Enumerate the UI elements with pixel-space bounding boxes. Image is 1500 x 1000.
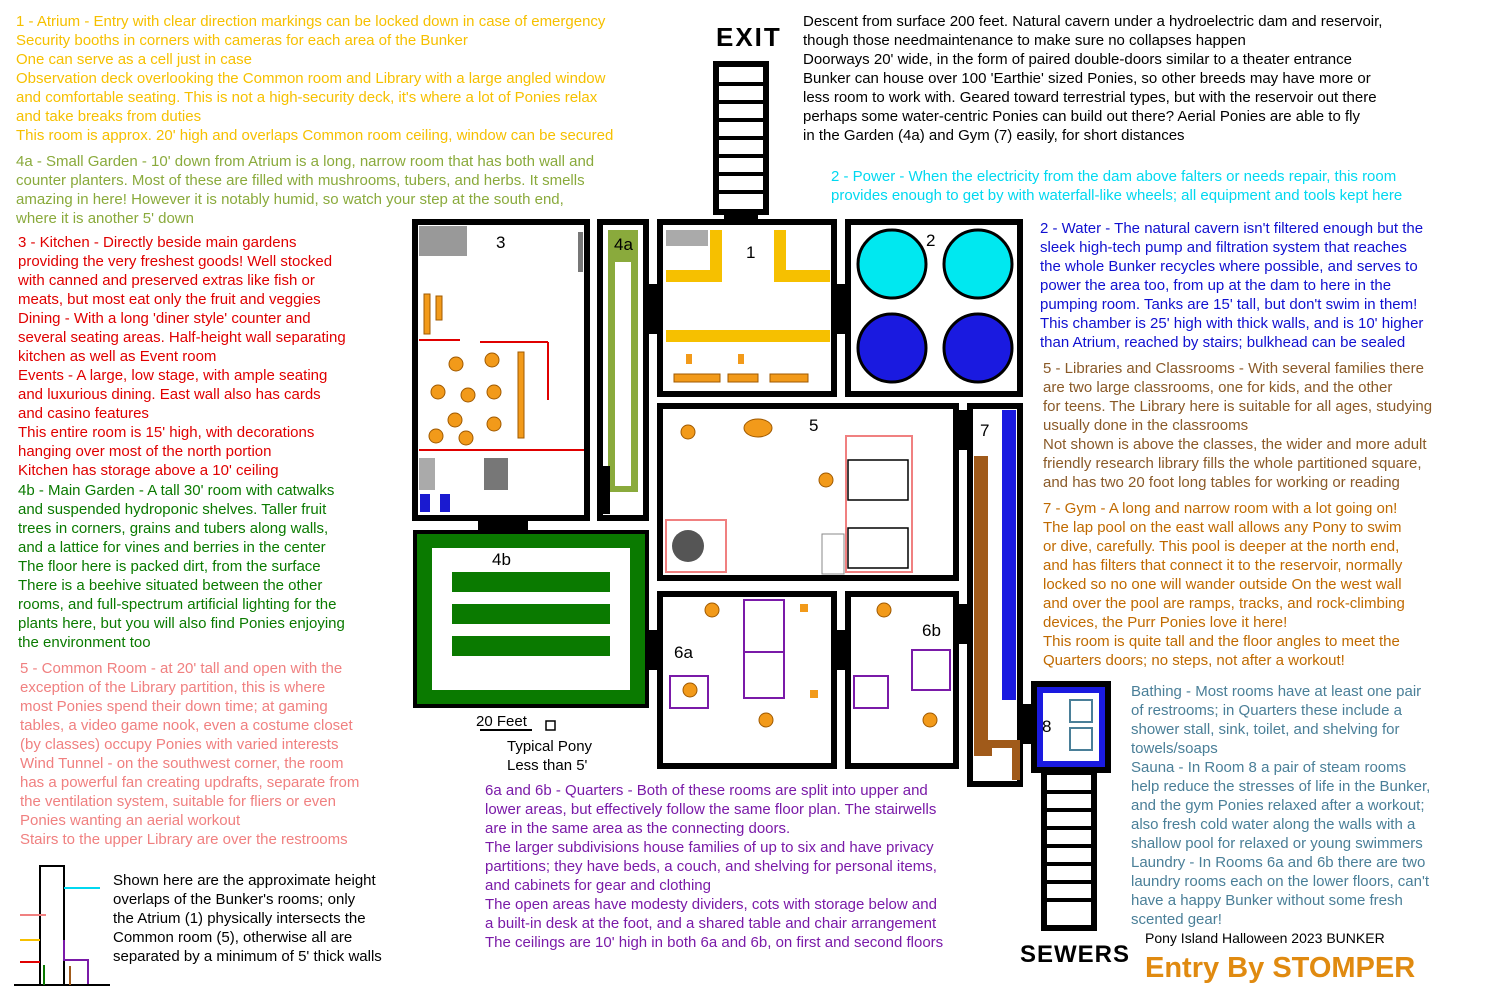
pony-label-line1: Typical Pony xyxy=(507,738,593,755)
room-label-8: 8 xyxy=(1042,717,1052,736)
garden-4b-description: 4b - Main Garden - A tall 30' room with catwalks and suspended hydroponic shelves. Taller fruit trees in corners, grains and tubers along walls, and a lattice for vines and berries in the center The floor here is packed dirt, from the surface There is a beehive situated between the other rooms, and full-spectrum artificial lighting for the plants here, but you will also find Ponies enjoying the environment too xyxy=(18,482,345,651)
gym-description: 7 - Gym - A long and narrow room with a lot going on! The lap pool on the east wall allows any Pony to swim or dive, carefully. This pool is deeper at the north end, and has filters that connect it to the reservoir, normally locked so no one will wander outside On the west wall and over the pool are ramps, tracks, and rock-climbing devices, the Purr Ponies love it here! This room is quite tall and the floor angles to meet the Quarters doors; no steps, not after a workout! xyxy=(1043,500,1405,669)
room-6a-quarters xyxy=(648,594,846,766)
entry-credit: Entry By STOMPER xyxy=(1145,952,1416,984)
power-description: 2 - Power - When the electricity from the dam above falters or needs repair, this room provides enough to get by with waterfall-like wheels; all equipment and tools kept here xyxy=(831,168,1403,204)
room-4a-small-garden xyxy=(600,222,646,518)
room-label-2: 2 xyxy=(926,231,936,250)
room-label-5: 5 xyxy=(809,416,819,435)
common-room-description: 5 - Common Room - at 20' tall and open with the exception of the Library partition, this is where most Ponies spend their down time; at gaming tables, a video game nook, even a costume closet (by classes) occupy Ponies with varied interests Wind Tunnel - on the southwest corner, the room has a powerful fan creating updrafts, separate from the ventilation system, suitable for fliers or even Ponies wanting an aerial workout Stairs to the upper Library are over the restrooms xyxy=(20,660,360,848)
room-label-6b: 6b xyxy=(922,621,941,640)
height-overlap-chart xyxy=(14,866,110,985)
exit-label: EXIT xyxy=(716,22,782,52)
library-description: 5 - Libraries and Classrooms - With several families there are two large classrooms, one for kids, and the other for teens. The Library here is suitable for all ages, studying usually done in the classrooms Not shown is above the classes, the wider and more adult friendly research library fills the whole partitioned square, and has two 20 foot long tables for working or reading xyxy=(1043,360,1433,491)
room-label-7: 7 xyxy=(980,421,990,440)
descent-description: Descent from surface 200 feet. Natural cavern under a hydroelectric dam and reservoir, though those needmaintenance to make sure no collapses happen Doorways 20' wide, in the form of paired double-doors similar to a theater entrance Bunker can house over 100 'Earthie' sized Ponies, so other breeds may have more or less room to work with. Geared toward terrestrial types, but with the reservoir out there perhaps some water-centric Ponies can build out there? Aerial Ponies are able to fly in the Garden (4a) and Gym (7) easily, for short distances xyxy=(803,13,1383,144)
garden-4a-description: 4a - Small Garden - 10' down from Atrium is a long, narrow room that has both wall and counter planters. Most of these are filled with mushrooms, tubers, and herbs. It smells amazing in here! However it is notably humid, so watch your step at the south end, where it is another 5' down xyxy=(16,153,595,227)
room-3-kitchen xyxy=(415,222,587,518)
quarters-description: 6a and 6b - Quarters - Both of these rooms are split into upper and lower areas, but effectively follow the same floor plan. The stairwells are in the same area as the connecting doors. The larger subdivisions house families of up to six and have privacy partitions; they have beds, a couch, and shelving for personal items, and cabinets for gear and clothing The open areas have modesty dividers, cots with storage below and a built-in desk at the foot, and a shared table and chair arrangement The ceilings are 10' high in both 6a and 6b, on first and second floors xyxy=(485,782,944,951)
pony-label-line2: Less than 5' xyxy=(507,757,588,774)
height-overlap-description: Shown here are the approximate height overlaps of the Bunker's rooms; only the Atrium (1) physically intersects the Common room (5), otherwise all are separated by a minimum of 5' thick walls xyxy=(113,872,382,965)
water-description: 2 - Water - The natural cavern isn't filtered enough but the sleek high-tech pump and filtration system that reaches the whole Bunker recycles where possible, and serves to power the area too, from up at the dam to here in the pumping room. Tanks are 15' tall, but don't swim in them! This chamber is 25' high with thick walls, and is 10' higher than Atrium, reached by stairs; bulkhead can be sealed xyxy=(1040,220,1424,351)
diagram-caption: Pony Island Halloween 2023 BUNKER xyxy=(1145,930,1385,946)
room-label-4b: 4b xyxy=(492,550,511,569)
sewers-shaft xyxy=(1044,772,1094,928)
sewers-label: SEWERS xyxy=(1020,941,1131,968)
scale-label: 20 Feet xyxy=(476,713,527,730)
room-label-4a: 4a xyxy=(614,235,633,254)
room-label-1: 1 xyxy=(746,243,756,262)
kitchen-description: 3 - Kitchen - Directly beside main gardens providing the very freshest goods! Well stocked with canned and preserved extras like fish or meats, but most eat only the fruit and veggies Dining - With a long 'diner style' counter and several seating areas. Half-height wall separating kitchen as well as Event room Events - A large, low stage, with ample seating and luxurious dining. East wall also has cards and casino features This entire room is 15' high, with decorations hanging over most of the north portion Kitchen has storage above a 10' ceiling xyxy=(18,234,346,479)
room-label-3: 3 xyxy=(496,233,506,252)
room-6b-quarters xyxy=(848,594,970,766)
room-7-gym xyxy=(970,406,1020,784)
atrium-description: 1 - Atrium - Entry with clear direction markings can be locked down in case of emergency Security booths in corners with cameras for each area of the Bunker One can serve as a cell just in case Observation deck overlooking the Common room and Library with a large angled window and comfortable seating. This is not a high-security deck, it's where a lot of Ponies relax and take breaks from duties This room is approx. 20' high and overlaps Common room ceiling, window can be secured xyxy=(16,13,614,144)
exit-shaft xyxy=(716,64,766,224)
room-4b-main-garden xyxy=(415,518,647,706)
room-8-sauna xyxy=(1020,684,1108,770)
room-label-6a: 6a xyxy=(674,643,693,662)
bathing-description: Bathing - Most rooms have at least one pair of restrooms; in Quarters these include a shower stall, sink, toilet, and shelving for towels/soaps Sauna - In Room 8 a pair of steam rooms help reduce the stresses of life in the Bunker, and the gym Ponies relaxed after a workout; also fresh cold water along the walls with a shallow pool for relaxed or young swimmers Laundry - In Rooms 6a and 6b there are two laundry rooms each on the lower floors, can't have a happy Bunker without some fresh scented gear! xyxy=(1131,683,1431,928)
